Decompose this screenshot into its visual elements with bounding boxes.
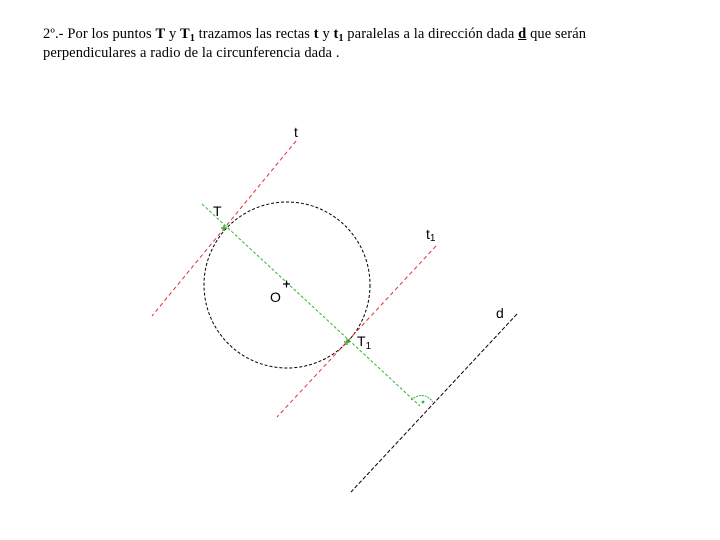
- caption-part-4: que serán perpendiculares a radio de la circunferencia dada .: [43, 26, 587, 61]
- caption-part-1: 2º.- Por los puntos: [43, 26, 156, 42]
- label-t: t: [294, 124, 298, 140]
- label-T1: $T_1$: [357, 333, 372, 352]
- label-T: T: [213, 203, 222, 219]
- tangent-line-t1: [277, 246, 436, 417]
- caption-direction-d: d: [518, 26, 527, 42]
- caption-and-2: y: [318, 26, 334, 42]
- right-angle-dot: [422, 401, 425, 404]
- caption-point-T1: $T_1$: [180, 26, 195, 44]
- caption-and-1: y: [165, 26, 181, 42]
- caption-part-3: paralelas a la dirección dada: [343, 26, 519, 42]
- direction-line-d: [351, 314, 517, 492]
- label-t1: t1: [426, 226, 436, 244]
- label-d: d: [496, 305, 504, 321]
- caption-line-t1: $t_1$: [333, 26, 344, 44]
- radius-line: [202, 204, 420, 406]
- right-angle-mark: [411, 395, 433, 402]
- caption-part-2: trazamos las rectas: [194, 26, 314, 42]
- label-O: O: [270, 289, 281, 305]
- caption-line-t: t: [313, 26, 319, 42]
- caption-point-T: T: [155, 26, 166, 42]
